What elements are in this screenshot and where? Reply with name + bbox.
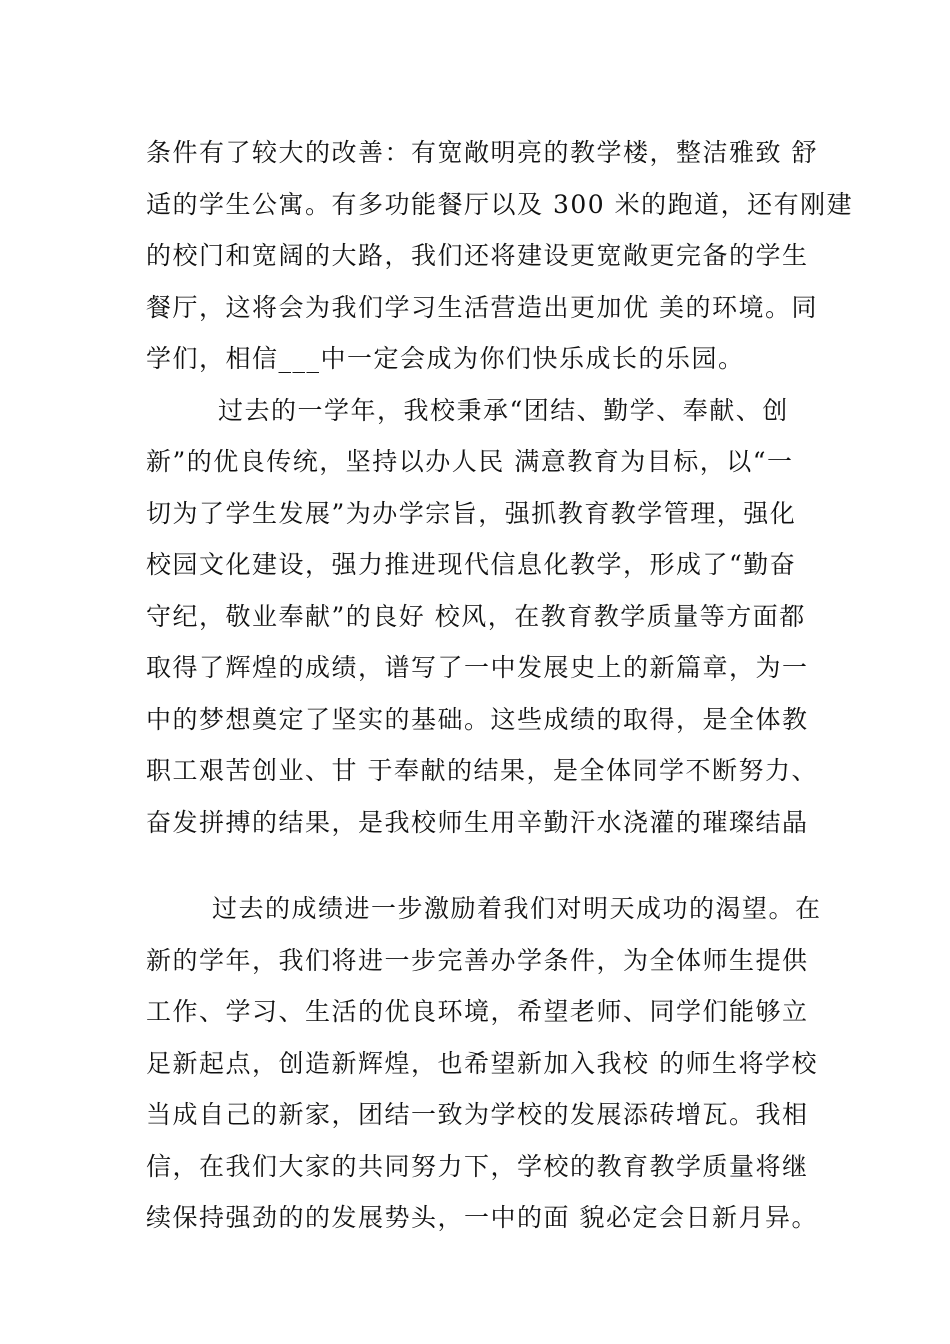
text-line: 条件有了较大的改善：有宽敞明亮的教学楼，整洁雅致 舒 <box>146 138 818 167</box>
paragraph-past-year <box>146 385 818 849</box>
text-line: 取得了辉煌的成绩，谱写了一中发展史上的新篇章，为一 <box>146 653 809 682</box>
text-line: 职工艰苦创业、甘 于奉献的结果，是全体同学不断努力、 <box>146 756 818 785</box>
text-line: 的校门和宽阔的大路，我们还将建设更宽敞更完备的学生 <box>146 241 809 270</box>
paragraph-spacer <box>146 848 806 883</box>
text-line: 工作、学习、生活的优良环境，希望老师、同学们能够立 <box>146 997 809 1026</box>
text-line: 奋发拼搏的结果，是我校师生用辛勤汗水浇灌的璀璨结晶 <box>146 807 809 837</box>
text-line: 新的学年，我们将进一步完善办学条件，为全体师生提供 <box>146 945 809 975</box>
text-line: 适的学生公寓。有多功能餐厅以及 300 米的跑道，还有刚建 <box>146 189 854 219</box>
text-line: 餐厅，这将会为我们学习生活营造出更加优 美的环境。同 <box>146 292 818 322</box>
text-line: 切为了学生发展”为办学宗旨，强抓教育教学管理，强化 <box>146 498 797 528</box>
text-line <box>146 883 822 935</box>
text-line: 中的梦想奠定了坚实的基础。这些成绩的取得，是全体教 <box>146 704 809 734</box>
text-line: 续保持强劲的的发展势头，一中的面 貌必定会日新月异。 <box>146 1203 818 1232</box>
text-line: 学们，相信___中一定会成为你们快乐成长的乐园。 <box>146 344 745 373</box>
text-line: 当成自己的新家，团结一致为学校的发展添砖增瓦。我相 <box>146 1100 809 1129</box>
text-line <box>146 385 806 437</box>
text-line-content: 过去的一学年，我校秉承“团结、勤学、奉献、创 <box>218 395 789 425</box>
text-line: 信，在我们大家的共同努力下，学校的教育教学质量将继 <box>146 1151 809 1181</box>
text-line: 守纪，敬业奉献”的良好 校风，在教育教学质量等方面都 <box>146 601 806 631</box>
paragraph-new-year <box>146 883 822 1244</box>
document-body <box>146 127 854 1244</box>
text-line: 新”的优良传统，坚持以办人民 满意教育为目标，以“一 <box>146 447 794 476</box>
text-line-content: 过去的成绩进一步激励着我们对明天成功的渴望。在 <box>212 894 822 923</box>
text-line: 校园文化建设，强力推进现代信息化教学，形成了“勤奋 <box>146 550 797 579</box>
paragraph-campus-conditions <box>146 127 854 385</box>
text-line: 足新起点，创造新辉煌，也希望新加入我校 的师生将学校 <box>146 1048 818 1078</box>
